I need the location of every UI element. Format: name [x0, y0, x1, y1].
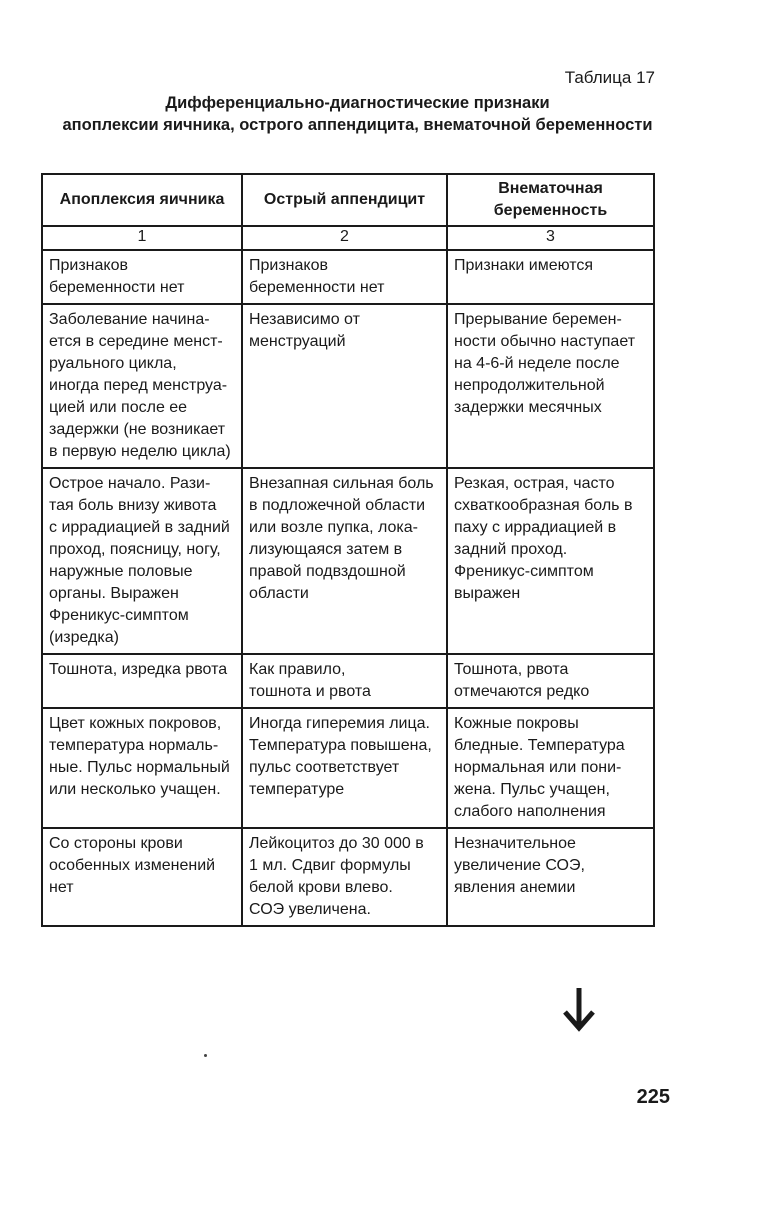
- table-cell: [42, 250, 242, 304]
- cell-text-line: тая боль внизу живота: [49, 497, 217, 514]
- cell-text-line: увеличение СОЭ,: [454, 857, 585, 874]
- cell-text-line: нормальная или пони-: [454, 759, 622, 776]
- table-cell: [447, 250, 654, 304]
- cell-text-line: особенных изменений: [49, 857, 216, 874]
- cell-text-line: паху с иррадиацией в: [454, 519, 617, 536]
- table-cell: [42, 654, 242, 708]
- cell-text-line: Признаки имеются: [454, 257, 594, 274]
- column-number-row: [42, 226, 654, 250]
- table-row: [42, 250, 654, 304]
- table-cell: [447, 468, 654, 654]
- cell-text-line: Френикус-симптом: [454, 563, 594, 580]
- table-cell: [242, 828, 447, 926]
- cell-text-line: или несколько учащен.: [49, 781, 221, 798]
- cell-text-line: иногда перед менструа-: [49, 377, 228, 394]
- table-cell: [42, 304, 242, 468]
- cell-text-line: Признаков: [249, 257, 328, 274]
- table-cell: [42, 708, 242, 828]
- column-number: 2: [242, 226, 447, 250]
- table-body: [42, 250, 654, 926]
- cell-text-line: бледные. Температура: [454, 737, 625, 754]
- column-header-ectopic-pregnancy: Внематочная беременность: [447, 174, 654, 226]
- header-row: [42, 174, 654, 226]
- table-row: [42, 828, 654, 926]
- column-number: 3: [447, 226, 654, 250]
- cell-text-line: Как правило,: [249, 661, 346, 678]
- cell-text-line: Кожные покровы: [454, 715, 579, 732]
- table-title: [30, 92, 685, 136]
- table-number: Таблица 17: [564, 68, 655, 87]
- table-cell: [42, 828, 242, 926]
- table-row: [42, 468, 654, 654]
- cell-text-line: Температура повышена,: [249, 737, 432, 754]
- cell-text-line: беременности нет: [49, 279, 185, 296]
- cell-text-line: 1 мл. Сдвиг формулы: [249, 857, 411, 874]
- cell-text-line: руального цикла,: [49, 355, 177, 372]
- cell-text-line: Резкая, острая, часто: [454, 475, 615, 492]
- column-number: 1: [42, 226, 242, 250]
- cell-text-line: Незначительное: [454, 835, 576, 852]
- table-cell: [242, 250, 447, 304]
- cell-text-line: Цвет кожных покровов,: [49, 715, 222, 732]
- cell-text-line: области: [249, 585, 309, 602]
- cell-text-line: ные. Пульс нормальный: [49, 759, 230, 776]
- cell-text-line: отмечаются редко: [454, 683, 590, 700]
- column-header-appendicitis: Острый аппендицит: [242, 174, 447, 226]
- cell-text-line: жена. Пульс учащен,: [454, 781, 610, 798]
- cell-text-line: (изредка): [49, 629, 119, 646]
- cell-text-line: Лейкоцитоз до 30 000 в: [249, 835, 424, 852]
- cell-text-line: Прерывание беремен-: [454, 311, 622, 328]
- table-row: [42, 654, 654, 708]
- cell-text-line: Независимо от: [249, 311, 360, 328]
- cell-text-line: пульс соответствует: [249, 759, 400, 776]
- cell-text-line: или возле пупка, лока-: [249, 519, 418, 536]
- cell-text-line: нет: [49, 879, 74, 896]
- cell-text-line: Тошнота, рвота: [454, 661, 569, 678]
- cell-text-line: менструаций: [249, 333, 346, 350]
- table-cell: [447, 828, 654, 926]
- cell-text-line: Френикус-симптом: [49, 607, 189, 624]
- cell-text-line: ности обычно наступает: [454, 333, 636, 350]
- cell-text-line: беременности нет: [249, 279, 385, 296]
- cell-text-line: температура нормаль-: [49, 737, 219, 754]
- cell-text-line: правой подвздошной: [249, 563, 406, 580]
- cell-text-line: выражен: [454, 585, 521, 602]
- table-cell: [447, 708, 654, 828]
- table-row: [42, 304, 654, 468]
- cell-text-line: непродолжительной: [454, 377, 605, 394]
- cell-text-line: цией или после ее: [49, 399, 188, 416]
- page-number: 225: [636, 1086, 670, 1108]
- column-header-ovarian-apoplexy: Апоплексия яичника: [42, 174, 242, 226]
- cell-text-line: Заболевание начина-: [49, 311, 210, 328]
- title-line: апоплексии яичника, острого аппендицита, внематочной беременности: [62, 116, 653, 134]
- table-cell: [447, 654, 654, 708]
- cell-text-line: задний проход.: [454, 541, 568, 558]
- cell-text-line: схваткообразная боль в: [454, 497, 633, 514]
- cell-text-line: проход, поясницу, ногу,: [49, 541, 221, 558]
- cell-text-line: задержки месячных: [454, 399, 602, 416]
- arrow-down-icon: [561, 986, 597, 1032]
- cell-text-line: слабого наполнения: [454, 803, 606, 820]
- cell-text-line: ется в середине менст-: [49, 333, 223, 350]
- cell-text-line: Тошнота, изредка рвота: [49, 661, 228, 678]
- title-line: Дифференциально-диагностические признаки: [165, 94, 550, 112]
- cell-text-line: белой крови влево.: [249, 879, 393, 896]
- table-cell: [447, 304, 654, 468]
- cell-text-line: лизующаяся затем в: [249, 541, 403, 558]
- cell-text-line: наружные половые: [49, 563, 193, 580]
- cell-text-line: Острое начало. Рази-: [49, 475, 211, 492]
- cell-text-line: температуре: [249, 781, 345, 798]
- cell-text-line: Признаков: [49, 257, 128, 274]
- table-cell: [42, 468, 242, 654]
- cell-text-line: явления анемии: [454, 879, 576, 896]
- cell-text-line: с иррадиацией в задний: [49, 519, 230, 536]
- cell-text-line: Внезапная сильная боль: [249, 475, 434, 492]
- cell-text-line: органы. Выражен: [49, 585, 179, 602]
- cell-text-line: Иногда гиперемия лица.: [249, 715, 430, 732]
- table-cell: [242, 654, 447, 708]
- cell-text-line: на 4-6-й неделе после: [454, 355, 620, 372]
- diagnostic-table: [41, 173, 655, 927]
- table-cell: [242, 708, 447, 828]
- table-cell: [242, 468, 447, 654]
- page-speck: [204, 1054, 207, 1057]
- cell-text-line: СОЭ увеличена.: [249, 901, 371, 918]
- table-cell: [242, 304, 447, 468]
- cell-text-line: в первую неделю цикла): [49, 443, 231, 460]
- cell-text-line: задержки (не возникает: [49, 421, 226, 438]
- cell-text-line: Со стороны крови: [49, 835, 183, 852]
- cell-text-line: в подложечной области: [249, 497, 426, 514]
- cell-text-line: тошнота и рвота: [249, 683, 371, 700]
- table-row: [42, 708, 654, 828]
